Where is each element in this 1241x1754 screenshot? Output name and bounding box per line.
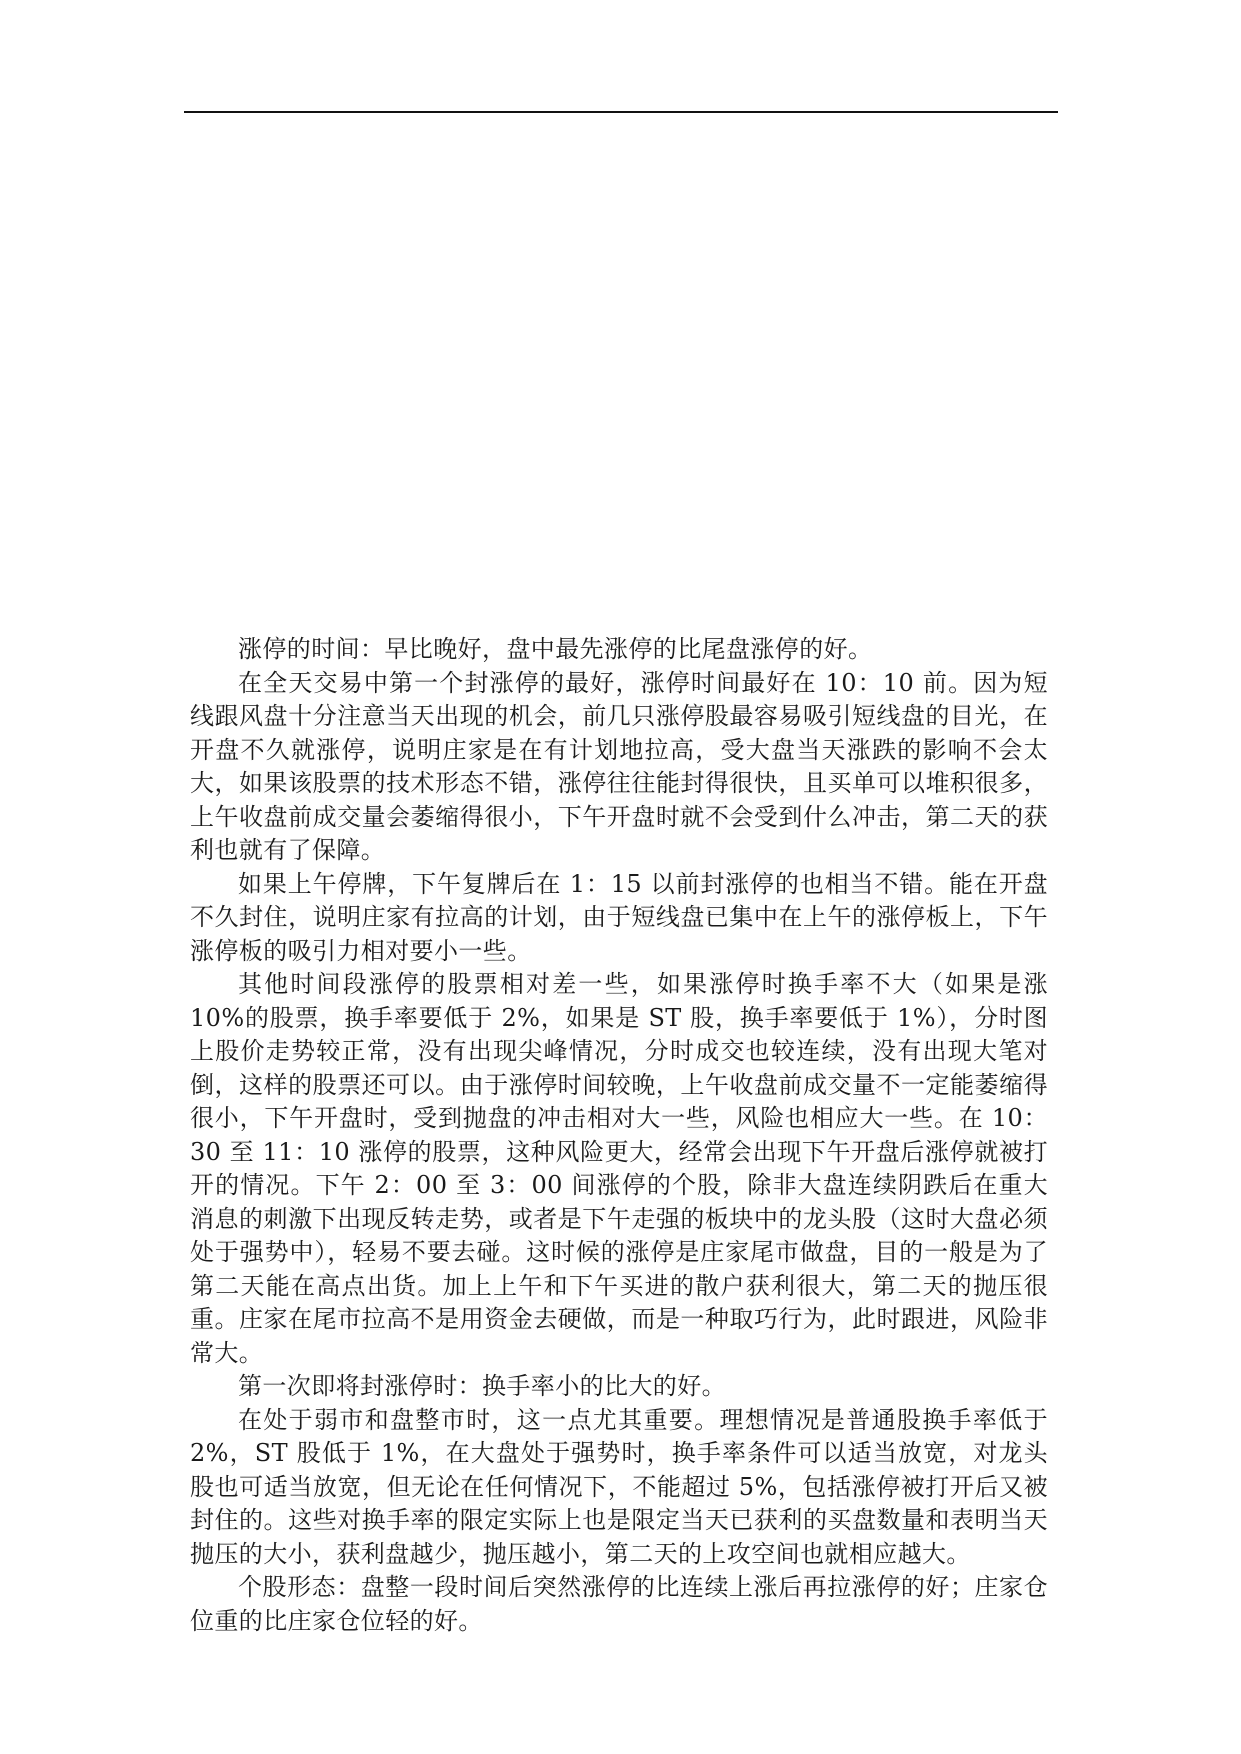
body-text xyxy=(190,633,1048,1638)
paragraph-limit-up-timing-heading: 涨停的时间：早比晚好，盘中最先涨停的比尾盘涨停的好。 xyxy=(238,635,873,663)
paragraph-turnover-heading: 第一次即将封涨停时：换手率小的比大的好。 xyxy=(238,1372,726,1400)
header-rule xyxy=(184,111,1058,113)
paragraph-afternoon-resumption: 如果上午停牌，下午复牌后在 1：15 以前封涨停的也相当不错。能在开盘不久封住，说明庄家有拉高的计划，由于短线盘已集中在上午的涨停板上，下午涨停板的吸引力相对要小一些。 xyxy=(190,869,1048,965)
paragraph-stock-pattern: 个股形态：盘整一段时间后突然涨停的比连续上涨后再拉涨停的好；庄家仓位重的比庄家仓位轻的好。 xyxy=(190,1573,1048,1635)
paragraph-first-limit-up: 在全天交易中第一个封涨停的最好，涨停时间最好在 10：10 前。因为短线跟风盘十分注意当天出现的机会，前几只涨停股最容易吸引短线盘的目光，在开盘不久就涨停，说明庄家是在有计划地拉高，受大盘当天涨跌的影响不会太大，如果该股票的技术形态不错，涨停往往能封得很快，且买单可以堆积很多，上午收盘前成交量会萎缩得很小，下午开盘时就不会受到什么冲击，第二天的获利也就有了保障。 xyxy=(190,668,1048,864)
paragraph-turnover-detail: 在处于弱市和盘整市时，这一点尤其重要。理想情况是普通股换手率低于 2%，ST 股低于 1%，在大盘处于强势时，换手率条件可以适当放宽，对龙头股也可适当放宽，但无论在任何情况下，不能超过 5%，包括涨停被打开后又被封住的。这些对换手率的限定实际上也是限定当天已获利的买盘数量和表明当天抛压的大小，获利盘越少，抛压越小，第二天的上攻空间也就相应越大。 xyxy=(190,1405,1048,1568)
paragraph-other-time-periods: 其他时间段涨停的股票相对差一些，如果涨停时换手率不大（如果是涨 10%的股票，换手率要低于 2%，如果是 ST 股，换手率要低于 1%），分时图上股价走势较正常，没有出现尖峰情况，分时成交也较连续，没有出现大笔对倒，这样的股票还可以。由于涨停时间较晚，上午收盘前成交量不一定能萎缩得很小，下午开盘时，受到抛盘的冲击相对大一些，风险也相应大一些。在 10：30 至 11：10 涨停的股票，这种风险更大，经常会出现下午开盘后涨停就被打开的情况。下午 2：00 至 3：00 间涨停的个股，除非大盘连续阴跌后在重大消息的刺激下出现反转走势，或者是下午走强的板块中的龙头股（这时大盘必须处于强势中），轻易不要去碰。这时候的涨停是庄家尾市做盘，目的一般是为了第二天能在高点出货。加上上午和下午买进的散户获利很大，第二天的抛压很重。庄家在尾市拉高不是用资金去硬做，而是一种取巧行为，此时跟进，风险非常大。 xyxy=(190,970,1048,1367)
